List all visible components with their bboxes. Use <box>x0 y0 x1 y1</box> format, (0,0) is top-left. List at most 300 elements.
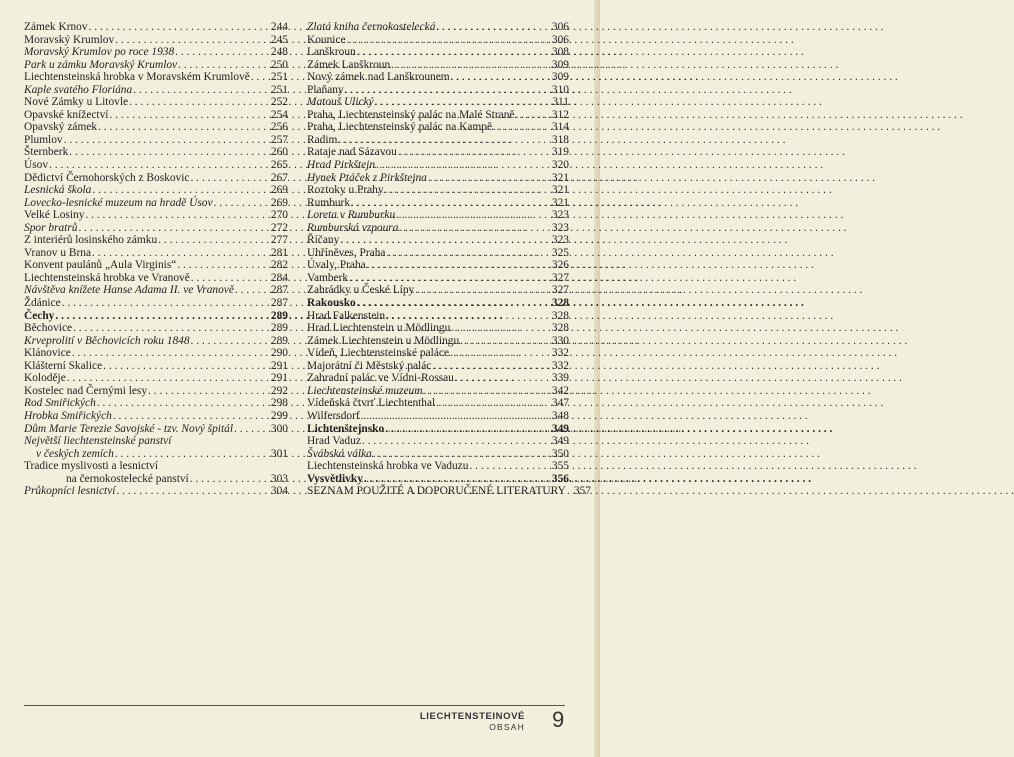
toc-entry <box>24 222 288 235</box>
dot-leader <box>385 184 551 197</box>
toc-entry-title: Wilfersdorf <box>307 409 360 422</box>
toc-entry-title-line1: Největší liechtensteinské panství <box>24 435 172 448</box>
toc-entry <box>307 410 569 423</box>
dot-leader <box>190 473 270 486</box>
toc-entry-page: 326 <box>551 259 569 272</box>
toc-entry-page: 300 <box>270 422 288 435</box>
toc-entry-title: Liechtensteinská hrobka ve Vranově <box>24 271 190 284</box>
toc-entry-title: Kaple svatého Floriána <box>24 83 133 96</box>
toc-entry-page: 254 <box>270 108 288 121</box>
toc-entry <box>24 59 288 72</box>
toc-entry <box>307 96 569 109</box>
toc-entry-page: 289 <box>270 322 288 335</box>
toc-entry-title: Moravský Krumlov po roce 1938 <box>24 46 175 59</box>
dot-leader <box>89 21 270 34</box>
toc-entry <box>24 385 288 398</box>
toc-entry <box>24 247 288 260</box>
toc-entry <box>307 272 569 285</box>
dot-leader <box>386 247 550 260</box>
toc-entry-page: 270 <box>270 209 288 222</box>
toc-entry-page: 292 <box>270 384 288 397</box>
toc-entry-page: 306 <box>551 33 569 46</box>
dot-leader <box>347 34 551 47</box>
toc-entry <box>24 159 288 172</box>
toc-entry-page: 244 <box>270 21 288 33</box>
toc-entry-page: 327 <box>551 271 569 284</box>
toc-entry-title-line2: na černokostelecké panství <box>66 472 189 485</box>
toc-entry-title: Matouš Ulický <box>307 96 374 109</box>
toc-entry-title: Praha, Liechtensteinský palác na Kampě <box>307 121 493 134</box>
toc-entry <box>24 146 288 159</box>
dot-leader <box>436 21 550 34</box>
dot-leader <box>364 473 551 486</box>
dot-leader <box>97 397 270 410</box>
toc-entry <box>24 272 288 285</box>
toc-entry-title: Park u zámku Moravský Krumlov <box>24 58 178 71</box>
toc-entry-page: 304 <box>270 485 288 498</box>
dot-leader <box>69 146 270 159</box>
dot-leader <box>396 209 551 222</box>
toc-entry <box>24 121 288 134</box>
toc-entry <box>307 473 569 486</box>
dot-leader <box>428 172 551 185</box>
toc-entry-page: 321 <box>551 171 569 184</box>
toc-entry-page: 348 <box>551 409 569 422</box>
toc-entry <box>24 322 288 335</box>
toc-entry-page: 325 <box>551 246 569 259</box>
toc-entry-page: 245 <box>270 33 288 46</box>
toc-entry-title: Rumburská vzpoura <box>307 221 399 234</box>
toc-entry-page: 339 <box>551 372 569 385</box>
dot-leader <box>367 259 551 272</box>
toc-entry-title: Koloděje <box>24 372 66 385</box>
toc-entry-page: 250 <box>270 58 288 71</box>
dot-leader <box>386 310 551 323</box>
toc-entry-page: 323 <box>551 209 569 222</box>
toc-entry-title: Moravský Krumlov <box>24 33 115 46</box>
toc-entry <box>307 423 569 436</box>
footer-rule <box>24 705 565 706</box>
toc-entry-page: 287 <box>270 284 288 297</box>
dot-leader <box>338 134 551 147</box>
toc-entry-page: 282 <box>270 259 288 272</box>
toc-entry-page: 291 <box>270 372 288 385</box>
toc-entry <box>307 297 569 310</box>
toc-entry-title: Zámek Liechtenstein u Mödlingu <box>307 334 460 347</box>
toc-entry-title: Hrobka Smiřických <box>24 409 112 422</box>
dot-leader <box>376 159 551 172</box>
toc-entry-title: Hynek Ptáček z Pirkštejna <box>307 171 427 184</box>
toc-entry-page: 287 <box>270 297 288 310</box>
toc-entry-title: Hrad Vaduz <box>307 435 361 448</box>
dot-leader <box>455 372 551 385</box>
toc-entry-title: Ždánice <box>24 297 61 310</box>
toc-entry-title: Kostelec nad Černými lesy <box>24 384 148 397</box>
toc-entry-title: Rataje nad Sázavou <box>307 146 397 159</box>
toc-entry-title: Praha, Liechtensteinský palác na Malé Straně <box>307 108 515 121</box>
dot-leader <box>78 222 269 235</box>
toc-entry-page: 321 <box>551 184 569 197</box>
toc-entry <box>307 109 569 122</box>
toc-entry <box>307 71 569 84</box>
dot-leader <box>158 234 270 247</box>
toc-entry-title: Lovecko-lesnické muzeum na hradě Úsov <box>24 196 213 209</box>
dot-leader <box>451 71 551 84</box>
toc-entry-multiline <box>24 460 288 485</box>
toc-entry <box>24 360 288 373</box>
toc-entry <box>307 21 569 34</box>
toc-entry-title: Klánovice <box>24 347 71 360</box>
toc-entry <box>307 197 569 210</box>
toc-entry-page: 312 <box>551 108 569 121</box>
dot-leader <box>399 222 550 235</box>
dot-leader <box>178 59 270 72</box>
toc-entry <box>307 59 569 72</box>
toc-entry <box>24 234 288 247</box>
dot-leader <box>148 385 270 398</box>
dot-leader <box>64 134 270 147</box>
toc-entry-title: Zámek Krnov <box>24 21 88 33</box>
toc-entry <box>24 335 288 348</box>
toc-entry <box>307 485 591 498</box>
toc-entry <box>24 410 288 423</box>
toc-entry <box>24 21 288 34</box>
toc-entry-page: 327 <box>551 284 569 297</box>
toc-entry-title: Klášterní Skalice <box>24 359 103 372</box>
dot-leader <box>115 34 270 47</box>
toc-entry-title: Nový zámek nad Lanškrounem <box>307 71 450 84</box>
toc-entry <box>24 84 288 97</box>
toc-entry-page: 342 <box>551 384 569 397</box>
toc-entry-title: Vídeň, Liechtensteinské paláce <box>307 347 450 360</box>
toc-entry <box>307 448 569 461</box>
toc-entry-title: Spor bratrů <box>24 221 78 234</box>
dot-leader <box>357 46 551 59</box>
toc-entry-page: 284 <box>270 271 288 284</box>
toc-entry-page: 269 <box>270 184 288 197</box>
toc-entry-page: 298 <box>270 397 288 410</box>
dot-leader <box>349 272 551 285</box>
toc-entry <box>24 96 288 109</box>
toc-entry <box>307 134 569 147</box>
toc-entry-title: Švábská válka <box>307 447 372 460</box>
toc-entry-page: 328 <box>551 297 569 310</box>
dot-leader <box>85 209 269 222</box>
toc-entry-title: Vamberk <box>307 271 349 284</box>
toc-entry-title: Lichtenštejnsko <box>307 422 385 435</box>
toc-entry-title: Průkopníci lesnictví <box>24 485 116 498</box>
toc-entry <box>24 172 288 185</box>
dot-leader <box>235 284 270 297</box>
toc-entry <box>307 222 569 235</box>
toc-entry-title: Běchovice <box>24 322 73 335</box>
toc-entry-title: Opavský zámek <box>24 121 98 134</box>
dot-leader <box>92 184 270 197</box>
dot-leader <box>415 284 551 297</box>
toc-entry-title: Lesnická škola <box>24 184 92 197</box>
toc-entry <box>24 284 288 297</box>
toc-entry-title: Zlatá kniha černokostelecká <box>307 21 436 33</box>
toc-entry-title: Z interiérů losinského zámku <box>24 234 158 247</box>
toc-entry-page: 323 <box>551 221 569 234</box>
toc-entry <box>24 34 288 47</box>
toc-entry <box>24 184 288 197</box>
dot-leader <box>55 310 270 323</box>
toc-entry-page: 256 <box>270 121 288 134</box>
toc-entry-page: 328 <box>551 309 569 322</box>
toc-entry-page: 355 <box>551 460 569 473</box>
toc-entry-line2 <box>24 448 288 461</box>
dot-leader <box>493 121 551 134</box>
dot-leader <box>515 109 550 122</box>
dot-leader <box>375 96 552 109</box>
toc-entry <box>24 209 288 222</box>
dot-leader <box>432 360 551 373</box>
toc-entry <box>307 460 569 473</box>
toc-entry-title: Kounice <box>307 33 346 46</box>
dot-leader <box>214 197 270 210</box>
dot-leader <box>191 272 270 285</box>
toc-entry <box>307 385 569 398</box>
toc-entry-title: Dědictví Černohorských z Boskovic <box>24 171 190 184</box>
toc-entry-title: Úvaly, Praha <box>307 259 366 272</box>
toc-entry-page: 332 <box>551 347 569 360</box>
toc-entry <box>24 46 288 59</box>
toc-entry <box>307 347 569 360</box>
toc-entry-page: 349 <box>551 422 569 435</box>
toc-entry-title: Vídeňská čtvrť Liechtenthal <box>307 397 436 410</box>
toc-entry <box>307 234 569 247</box>
toc-entry <box>307 34 569 47</box>
toc-entry <box>307 284 569 297</box>
toc-entry-page: 332 <box>551 359 569 372</box>
dot-leader <box>451 322 551 335</box>
dot-leader <box>373 448 551 461</box>
toc-entry-page: 269 <box>270 196 288 209</box>
toc-entry-page: 251 <box>270 83 288 96</box>
toc-entry-title: Majorátní či Městský palác <box>307 359 432 372</box>
toc-entry-title: Nové Zámky u Litovle <box>24 96 129 109</box>
dot-leader <box>385 423 551 436</box>
toc-entry <box>24 397 288 410</box>
toc-entry <box>24 423 288 436</box>
dot-leader <box>234 423 270 436</box>
toc-entry-page: 314 <box>551 121 569 134</box>
toc-entry <box>307 247 569 260</box>
dot-leader <box>340 234 551 247</box>
toc-entry-title: Radim <box>307 133 338 146</box>
toc-entry-title: Krveprolití v Běchovicích roku 1848 <box>24 334 190 347</box>
toc-entry-title: SEZNAM POUŽITÉ A DOPORUČENÉ LITERATURY <box>307 485 566 498</box>
dot-leader <box>423 385 550 398</box>
dot-leader <box>115 448 270 461</box>
dot-leader <box>436 397 551 410</box>
dot-leader <box>49 159 270 172</box>
toc-entry-page: 356 <box>551 472 569 485</box>
toc-entry-title: Zahradní palác ve Vídni-Rossau <box>307 372 454 385</box>
toc-entry-page: 272 <box>270 221 288 234</box>
toc-entry-page: 347 <box>551 397 569 410</box>
toc-entry-page: 319 <box>551 146 569 159</box>
toc-entry-page: 311 <box>552 96 569 109</box>
toc-entry <box>24 310 288 323</box>
dot-leader <box>133 84 270 97</box>
toc-entry-page: 289 <box>270 309 288 322</box>
toc-entry <box>307 46 569 59</box>
toc-entry-page: 277 <box>270 234 288 247</box>
toc-entry-title: Čechy <box>24 309 55 322</box>
toc-entry-title: Úsov <box>24 159 49 172</box>
toc-entry-page: 320 <box>551 159 569 172</box>
toc-entry-title: Dům Marie Terezie Savojské - tzv. Nový špitál <box>24 422 234 435</box>
toc-entry-title: Roztoky u Prahy <box>307 184 384 197</box>
toc-right-column <box>307 21 591 498</box>
toc-entry <box>24 71 288 84</box>
toc-entry-title: Plumlov <box>24 133 63 146</box>
toc-entry-page: 301 <box>270 447 288 460</box>
toc-entry-title: Šternberk <box>24 146 69 159</box>
dot-leader <box>92 247 270 260</box>
dot-leader <box>103 360 270 373</box>
toc-entry-page: 310 <box>551 83 569 96</box>
toc-entry-page: 349 <box>551 435 569 448</box>
toc-entry <box>307 335 569 348</box>
toc-entry-title-line2: v českých zemích <box>36 447 114 460</box>
toc-entry <box>24 259 288 272</box>
dot-leader <box>345 84 551 97</box>
dot-leader <box>98 121 270 134</box>
toc-entry-title: Konvent paulánů „Aula Virginis“ <box>24 259 177 272</box>
section-name: OBSAH <box>489 722 525 732</box>
toc-entry-page: 265 <box>270 159 288 172</box>
dot-leader <box>177 259 270 272</box>
toc-entry-page: 260 <box>270 146 288 159</box>
toc-entry-title: Říčany <box>307 234 340 247</box>
dot-leader <box>469 460 550 473</box>
dot-leader <box>113 410 270 423</box>
toc-entry-page: 318 <box>551 133 569 146</box>
toc-entry <box>307 84 569 97</box>
book-title: LIECHTENSTEINOVÉ <box>419 711 525 722</box>
dot-leader <box>72 347 270 360</box>
toc-entry-title: Hrad Falkenstein <box>307 309 386 322</box>
toc-entry <box>307 121 569 134</box>
toc-entry-page: 257 <box>270 133 288 146</box>
toc-entry-title: Velké Losiny <box>24 209 85 222</box>
dot-leader <box>460 335 551 348</box>
dot-leader <box>398 146 551 159</box>
toc-entry-line2 <box>24 473 288 486</box>
toc-entry-multiline <box>24 435 288 460</box>
toc-entry-page: 330 <box>551 334 569 347</box>
toc-entry-title: Opavské knížectví <box>24 108 109 121</box>
toc-entry-title: Vranov u Brna <box>24 246 92 259</box>
dot-leader <box>129 96 270 109</box>
toc-entry-title-line1: Tradice myslivosti a lesnictví <box>24 460 159 473</box>
dot-leader <box>361 410 551 423</box>
toc-entry-page: 299 <box>270 409 288 422</box>
toc-entry <box>307 372 569 385</box>
dot-leader <box>362 435 551 448</box>
toc-entry <box>307 209 569 222</box>
toc-entry-title: Liechtensteinská hrobka v Moravském Krumlově <box>24 71 250 84</box>
toc-entry-title: Rod Smiřických <box>24 397 96 410</box>
toc-entry-page: 321 <box>551 196 569 209</box>
toc-entry-page: 291 <box>270 359 288 372</box>
toc-entry <box>24 109 288 122</box>
dot-leader <box>391 59 551 72</box>
toc-entry-page: 267 <box>270 171 288 184</box>
dot-leader <box>351 197 551 210</box>
toc-entry <box>24 197 288 210</box>
toc-entry <box>24 134 288 147</box>
toc-entry <box>24 372 288 385</box>
toc-left-column <box>24 21 288 498</box>
toc-entry <box>307 322 569 335</box>
toc-entry-title: Lanškroun <box>307 46 356 59</box>
toc-entry-title: Liechtensteinská hrobka ve Vaduzu <box>307 460 469 473</box>
toc-entry-title: Zámek Lanškroun <box>307 58 391 71</box>
toc-entry <box>307 360 569 373</box>
toc-entry-page: 309 <box>551 58 569 71</box>
toc-entry-title: Hrad Pirkštejn <box>307 159 376 172</box>
toc-entry-title: Návštěva knížete Hanse Adama II. ve Vranově <box>24 284 234 297</box>
toc-entry <box>24 297 288 310</box>
toc-entry-page: 289 <box>270 334 288 347</box>
toc-entry <box>307 184 569 197</box>
toc-entry <box>307 435 569 448</box>
toc-entry-page: 290 <box>270 347 288 360</box>
dot-leader <box>357 297 551 310</box>
toc-entry-page: 357 <box>573 485 591 498</box>
footer-label <box>400 711 525 733</box>
toc-entry-title: Vysvětlivky <box>307 472 363 485</box>
dot-leader <box>567 485 573 498</box>
toc-entry-title: Rumburk <box>307 196 351 209</box>
toc-entry-page: 328 <box>551 322 569 335</box>
dot-leader <box>73 322 270 335</box>
dot-leader <box>191 335 270 348</box>
toc-entry-page: 303 <box>270 472 288 485</box>
toc-entry-page: 306 <box>551 21 569 33</box>
dot-leader <box>190 172 269 185</box>
toc-entry-page: 308 <box>551 46 569 59</box>
toc-entry <box>307 146 569 159</box>
toc-entry-title: Rakousko <box>307 297 356 310</box>
toc-entry-title: Hrad Liechtenstein u Mödlingu <box>307 322 451 335</box>
toc-entry-page: 251 <box>270 71 288 84</box>
toc-entry-page: 248 <box>270 46 288 59</box>
toc-entry <box>307 159 569 172</box>
dot-leader <box>251 71 270 84</box>
toc-entry-page: 281 <box>270 246 288 259</box>
toc-entry <box>307 310 569 323</box>
dot-leader <box>62 297 270 310</box>
toc-entry-page: 350 <box>551 447 569 460</box>
toc-entry-title: Zahrádky u České Lípy <box>307 284 415 297</box>
page-number: 9 <box>552 707 565 732</box>
toc-entry-page: 309 <box>551 71 569 84</box>
toc-entry <box>24 347 288 360</box>
dot-leader <box>175 46 270 59</box>
toc-entry-page: 323 <box>551 234 569 247</box>
dot-leader <box>450 347 551 360</box>
toc-entry-title: Uhříněves, Praha <box>307 246 386 259</box>
dot-leader <box>109 109 269 122</box>
toc-entry <box>24 485 288 498</box>
toc-entry <box>307 172 569 185</box>
toc-entry <box>307 259 569 272</box>
